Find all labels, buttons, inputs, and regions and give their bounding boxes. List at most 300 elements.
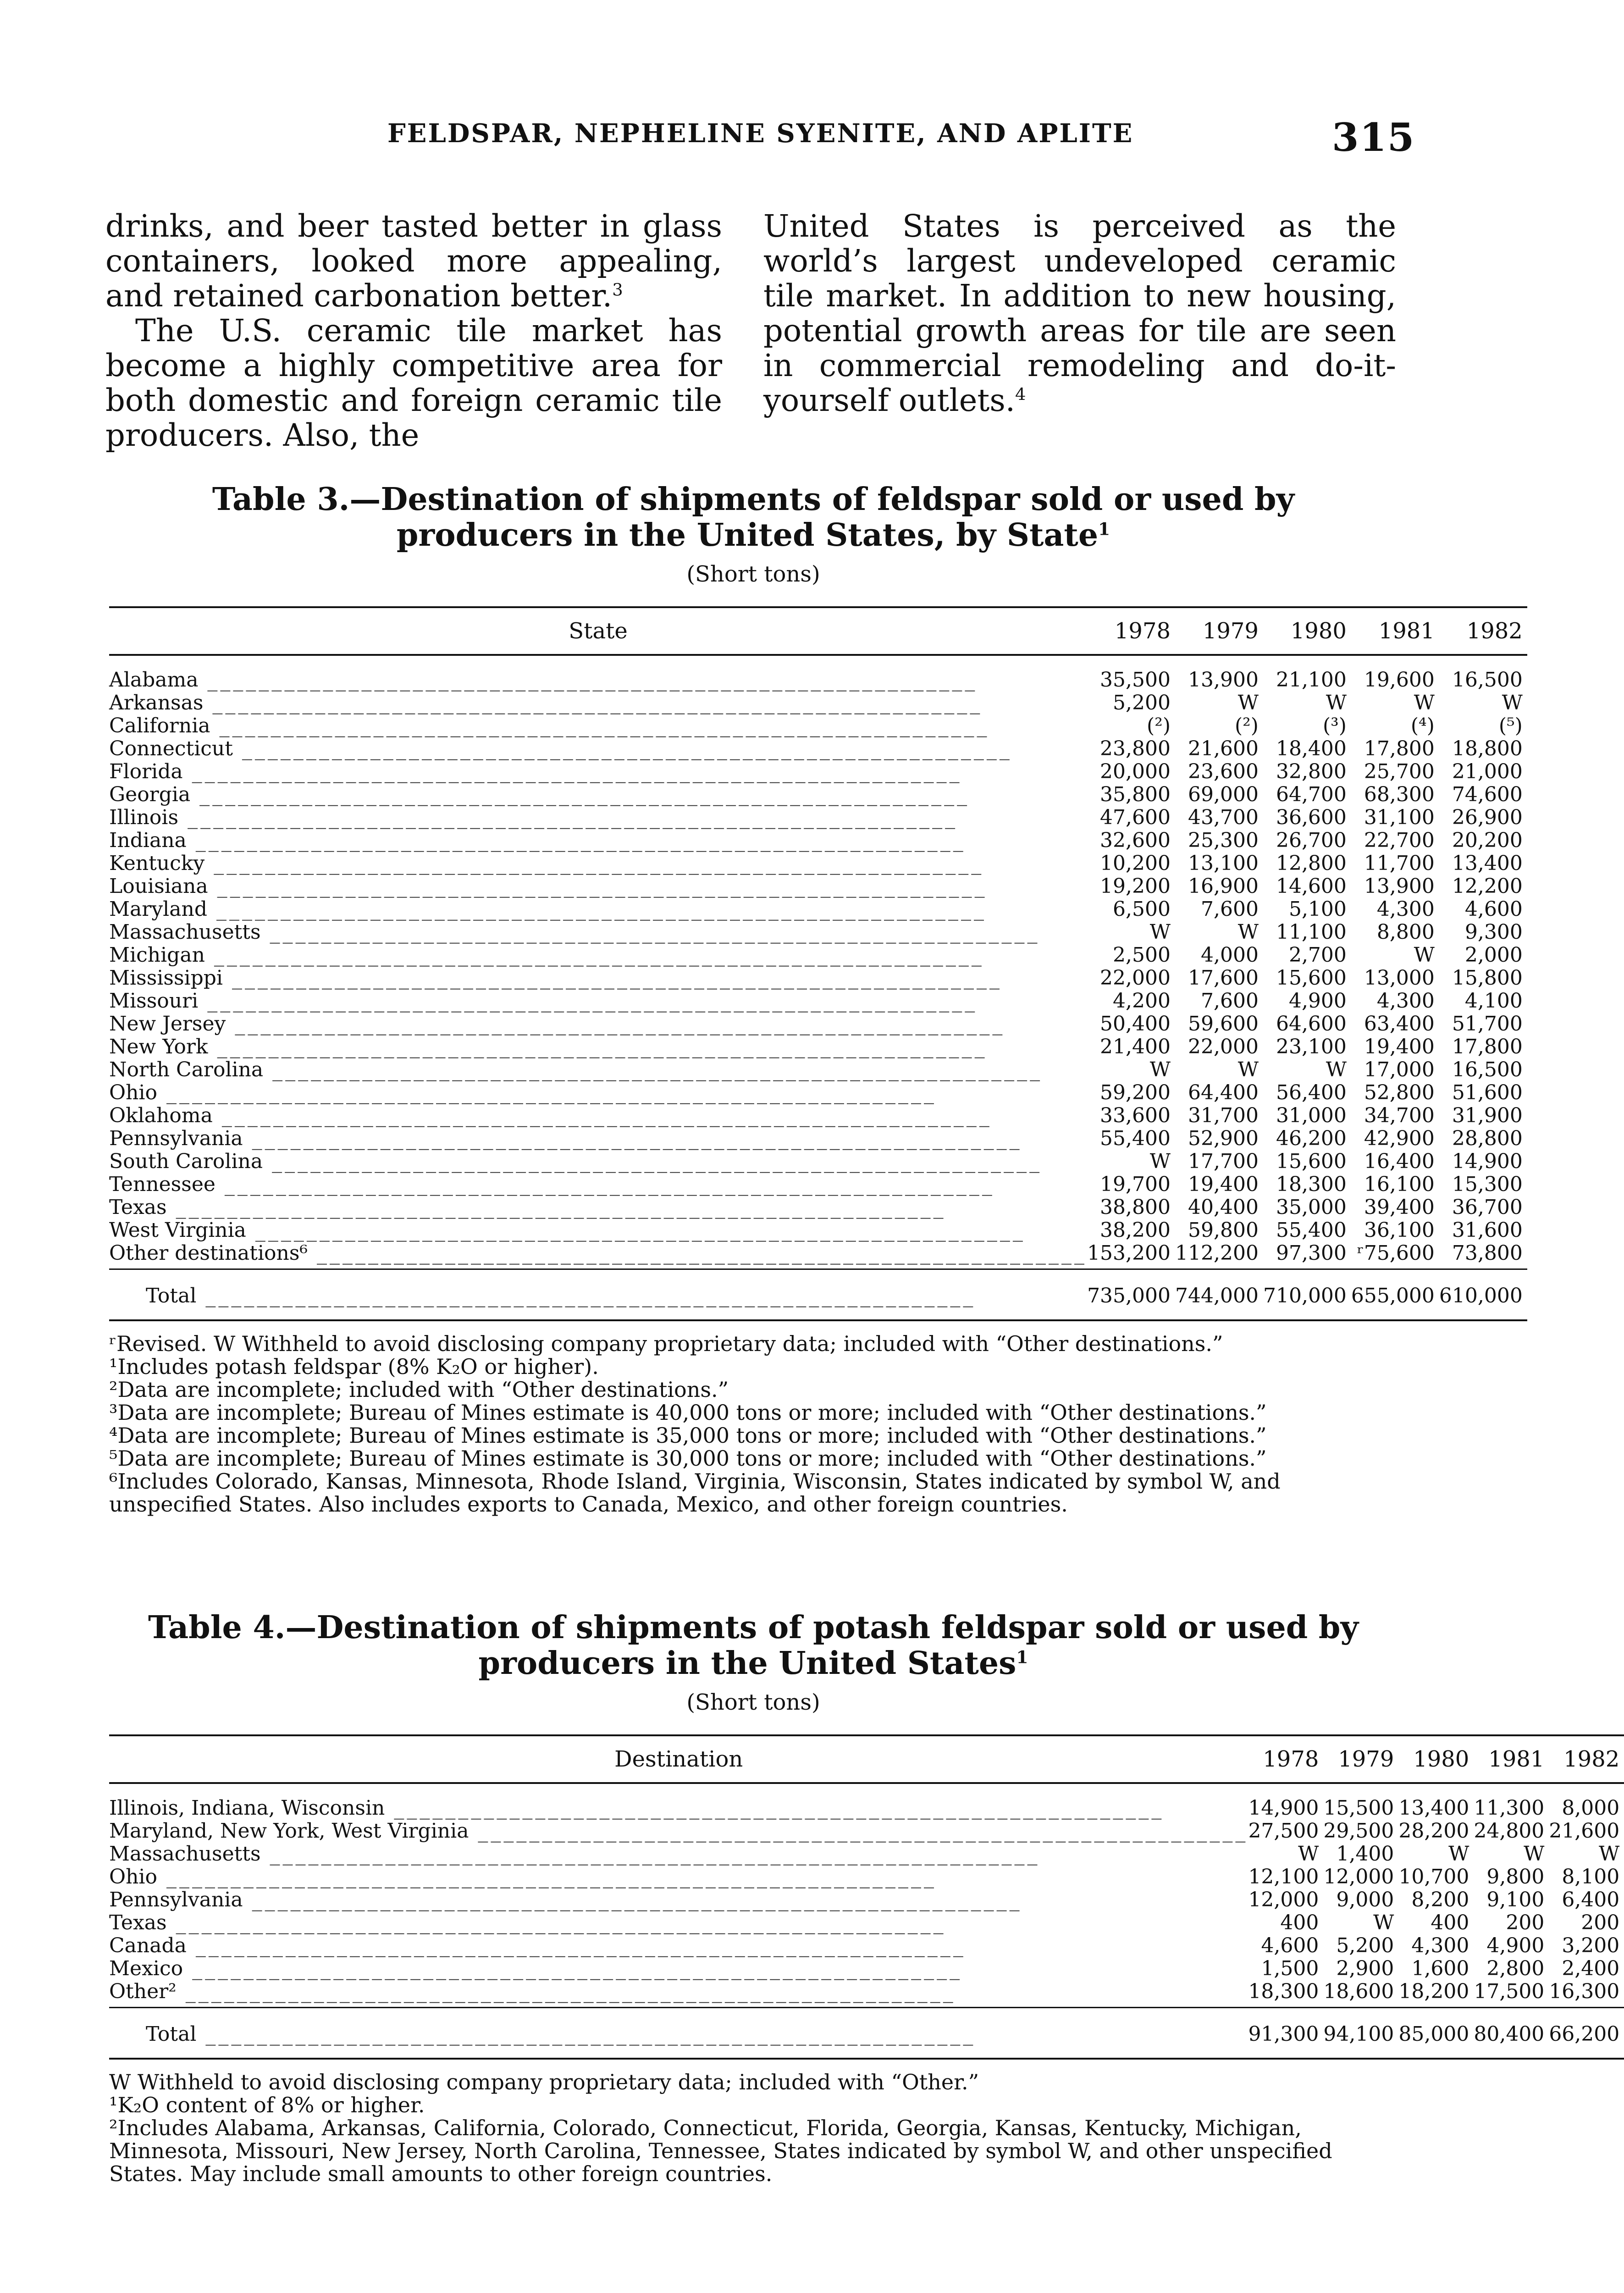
row-label-cell [109, 2008, 1248, 2059]
value-cell: 69,000 [1188, 783, 1259, 806]
value-cell: W [1414, 691, 1435, 714]
value-cell: 18,300 [1276, 1173, 1347, 1196]
value-cell: 42,900 [1364, 1127, 1435, 1150]
value-cell: 64,700 [1276, 783, 1347, 806]
value-cell: 10,700 [1398, 1865, 1469, 1889]
leader-dots: ____________________________________________________________ [203, 691, 983, 714]
value-cell: 21,100 [1276, 668, 1347, 692]
leader-dots: ____________________________________________________________ [204, 852, 984, 875]
value-cell: 27,500 [1248, 1819, 1319, 1843]
leader-dots: ____________________________________________________________ [208, 1035, 988, 1058]
row-label-cell [109, 852, 1087, 875]
table-header-row [109, 1735, 1624, 1783]
value-cell: 47,600 [1100, 806, 1171, 829]
row-label-cell [109, 990, 1087, 1013]
table-row [109, 1081, 1527, 1104]
table-caption [137, 482, 1370, 553]
leader-dots: ____________________________________________________________ [182, 760, 962, 783]
value-cell: 2,400 [1562, 1957, 1620, 1980]
table-4 [109, 1609, 1620, 2186]
row-label-cell [109, 1843, 1248, 1866]
leader-dots: ____________________________________________________________ [157, 1865, 937, 1889]
column-header: 1980 [1398, 1735, 1474, 1783]
data-table [109, 1734, 1624, 2060]
footnote: ⁵Data are incomplete; Bureau of Mines estimate is 30,000 tons or more; included with “Other destinations.” [109, 1446, 1267, 1471]
value-cell: 38,800 [1100, 1196, 1171, 1219]
table-row [109, 737, 1527, 760]
leader-dots: ____________________________________________________________ [215, 1173, 995, 1196]
row-label: Illinois, Indiana, Wisconsin [109, 1796, 385, 1820]
table-body [109, 1783, 1624, 2059]
value-cell: 36,700 [1452, 1196, 1523, 1219]
table-row [109, 1104, 1527, 1127]
value-cell: 4,300 [1411, 1934, 1469, 1957]
value-cell: 28,200 [1398, 1819, 1469, 1843]
value-cell: 9,100 [1486, 1888, 1545, 1911]
leader-dots: ____________________________________________________________ [204, 943, 984, 967]
value-cell: 73,800 [1439, 1242, 1527, 1269]
value-cell: ʳ75,600 [1351, 1242, 1439, 1269]
value-cell: 8,800 [1376, 920, 1435, 944]
column-header: 1978 [1248, 1735, 1323, 1783]
footnote: ⁶Includes Colorado, Kansas, Minnesota, Rhode Island, Virginia, Wisconsin, States indicated by symbol W, and unspecified States. Also includes exports to Canada, Mexico, and other foreign countries. [109, 1469, 1281, 1517]
table-row [109, 1889, 1624, 1911]
row-label-cell [109, 1058, 1087, 1081]
table-body [109, 655, 1527, 1320]
row-label: Louisiana [109, 875, 208, 898]
column-header: Destination [109, 1735, 1248, 1783]
value-cell: 17,600 [1188, 966, 1259, 990]
value-cell: 9,800 [1486, 1865, 1545, 1889]
value-cell: 15,500 [1323, 1796, 1394, 1820]
value-cell: 17,500 [1474, 1980, 1549, 2008]
value-cell: 4,100 [1464, 989, 1523, 1013]
value-cell: 66,200 [1549, 2008, 1624, 2059]
row-label: Georgia [109, 783, 191, 806]
value-cell: W [1326, 1058, 1347, 1081]
value-cell: 91,300 [1248, 2008, 1323, 2059]
value-cell: (⁴) [1410, 714, 1435, 737]
table-row [109, 898, 1527, 921]
value-cell: 23,100 [1276, 1035, 1347, 1058]
row-label-cell [109, 1013, 1087, 1036]
value-cell: W [1298, 1842, 1319, 1866]
value-cell: 59,800 [1188, 1219, 1259, 1242]
value-cell: 24,800 [1474, 1819, 1545, 1843]
value-cell: 4,300 [1376, 897, 1435, 921]
value-cell: 32,800 [1276, 760, 1347, 783]
row-label: Massachusetts [109, 920, 261, 944]
value-cell: 34,700 [1364, 1104, 1435, 1127]
value-cell: 610,000 [1439, 1269, 1527, 1321]
column-header: 1980 [1263, 607, 1351, 655]
row-label-cell [109, 692, 1087, 714]
footnote: ¹Includes potash feldspar (8% K₂O or higher). [109, 1354, 599, 1379]
value-cell: 15,800 [1452, 966, 1523, 990]
value-cell: 50,400 [1100, 1012, 1171, 1036]
value-cell: 25,300 [1188, 829, 1259, 852]
column-header: State [109, 607, 1087, 655]
value-cell: 52,900 [1188, 1127, 1259, 1150]
value-cell: 36,600 [1276, 806, 1347, 829]
value-cell: 31,000 [1276, 1104, 1347, 1127]
table-caption-text: Table 4.—Destination of shipments of potash feldspar sold or used by producers in the United States [148, 1609, 1359, 1682]
leader-dots: ____________________________________________________________ [260, 1842, 1040, 1866]
value-cell: 51,600 [1452, 1081, 1523, 1104]
table-row [109, 1150, 1527, 1173]
footnote: W Withheld to avoid disclosing company proprietary data; included with “Other.” [109, 2070, 979, 2094]
leader-dots: ____________________________________________________________ [207, 897, 987, 921]
value-cell: 710,000 [1263, 1269, 1351, 1321]
value-cell: 26,900 [1452, 806, 1523, 829]
row-label: New York [109, 1035, 208, 1058]
table-row [109, 875, 1527, 898]
value-cell: 74,600 [1452, 783, 1523, 806]
value-cell: 8,000 [1562, 1796, 1620, 1820]
value-cell: 12,000 [1323, 1865, 1394, 1889]
leader-dots: ____________________________________________________________ [157, 1081, 937, 1104]
value-cell: 5,200 [1113, 691, 1171, 714]
table-row [109, 1911, 1624, 1934]
leader-dots: ____________________________________________________________ [469, 1819, 1248, 1843]
value-cell: 13,400 [1452, 852, 1523, 875]
row-label: Canada [109, 1934, 187, 1957]
row-label: Indiana [109, 829, 187, 852]
table-row [109, 1934, 1624, 1957]
row-label: Alabama [109, 668, 199, 692]
paragraph-text: drinks, and beer tasted better in glass containers, looked more appealing, and retained carbonation better. [105, 208, 722, 314]
value-cell: 17,800 [1364, 737, 1435, 760]
row-label-cell [109, 760, 1087, 783]
value-cell: 38,200 [1100, 1219, 1171, 1242]
value-cell: 20,200 [1452, 829, 1523, 852]
value-cell: 4,600 [1464, 897, 1523, 921]
table-footnotes [109, 1332, 1398, 1516]
row-label: Texas [109, 1911, 167, 1934]
table-total-row [109, 1269, 1527, 1321]
value-cell: 2,500 [1113, 943, 1171, 967]
row-label: Florida [109, 760, 183, 783]
table-row [109, 1843, 1624, 1866]
value-cell: W [1524, 1842, 1545, 1866]
row-label: Ohio [109, 1865, 157, 1889]
value-cell: 1,600 [1411, 1957, 1469, 1980]
row-label-cell [109, 1783, 1248, 1820]
leader-dots: ____________________________________________________________ [210, 714, 990, 737]
value-cell: 26,700 [1276, 829, 1347, 852]
row-label-cell [109, 1219, 1087, 1242]
table-row [109, 1820, 1624, 1843]
value-cell: 16,500 [1452, 668, 1523, 692]
value-cell: 5,200 [1336, 1934, 1394, 1957]
footnote: ²Data are incomplete; included with “Other destinations.” [109, 1377, 729, 1402]
value-cell: 200 [1506, 1911, 1545, 1934]
value-cell: 4,900 [1486, 1934, 1545, 1957]
row-label-cell [109, 829, 1087, 852]
value-cell: (⁵) [1498, 714, 1523, 737]
row-label: Massachusetts [109, 1842, 261, 1866]
value-cell: 14,900 [1248, 1796, 1319, 1820]
value-cell: 16,400 [1364, 1150, 1435, 1173]
value-cell: W [1448, 1842, 1469, 1866]
row-label: West Virginia [109, 1219, 246, 1242]
leader-dots: ____________________________________________________________ [166, 1196, 946, 1219]
table-row [109, 760, 1527, 783]
row-label-cell [109, 921, 1087, 944]
value-cell: 11,100 [1276, 920, 1347, 944]
running-title: FELDSPAR, NEPHELINE SYENITE, AND APLITE [387, 118, 1134, 149]
column-header: 1981 [1351, 607, 1439, 655]
value-cell: 4,200 [1113, 989, 1171, 1013]
row-label: Connecticut [109, 737, 233, 760]
row-label: Other destinations⁶ [109, 1241, 308, 1265]
table-units: (Short tons) [686, 1689, 820, 1715]
value-cell: 22,000 [1188, 1035, 1259, 1058]
footnote: ²Includes Alabama, Arkansas, California, Colorado, Connecticut, Florida, Georgia, Kansas, Kentucky, Michigan, Minnesota, Missouri, New Jersey, North Carolina, Tennessee, States indicated by symbol W, and other unspecified States. May include small amounts to other foreign countries. [109, 2116, 1332, 2186]
value-cell: 12,800 [1276, 852, 1347, 875]
value-cell: 13,900 [1188, 668, 1259, 692]
row-label: New Jersey [109, 1012, 226, 1036]
row-label: South Carolina [109, 1150, 263, 1173]
value-cell: W [1237, 920, 1259, 944]
value-cell: 8,200 [1411, 1888, 1469, 1911]
value-cell: 19,600 [1364, 668, 1435, 692]
row-label: Missouri [109, 989, 199, 1013]
value-cell: 4,300 [1376, 989, 1435, 1013]
value-cell: 22,000 [1100, 966, 1171, 990]
value-cell: (²) [1234, 714, 1259, 737]
table-row [109, 714, 1527, 737]
row-label-cell [109, 1957, 1248, 1980]
table-units: (Short tons) [686, 561, 820, 587]
value-cell: 43,700 [1188, 806, 1259, 829]
value-cell: W [1599, 1842, 1620, 1866]
value-cell: 2,900 [1336, 1957, 1394, 1980]
footnote: ⁴Data are incomplete; Bureau of Mines estimate is 35,000 tons or more; included with “Other destinations.” [109, 1423, 1267, 1448]
row-label-cell [109, 1820, 1248, 1843]
row-label: Illinois [109, 806, 179, 829]
value-cell: 10,200 [1100, 852, 1171, 875]
leader-dots: ____________________________________________________________ [263, 1058, 1043, 1081]
column-header: 1982 [1439, 607, 1527, 655]
row-label-cell [109, 1196, 1087, 1219]
value-cell: 16,500 [1452, 1058, 1523, 1081]
value-cell: 23,600 [1188, 760, 1259, 783]
value-cell: 4,600 [1261, 1934, 1319, 1957]
table-row [109, 1783, 1624, 1820]
row-label-cell [109, 898, 1087, 921]
row-label: Texas [109, 1196, 167, 1219]
value-cell: 19,200 [1100, 875, 1171, 898]
value-cell: 18,300 [1248, 1980, 1323, 2008]
leader-dots: ____________________________________________________________ [176, 1980, 956, 2003]
leader-dots: ____________________________________________________________ [196, 2022, 976, 2046]
row-label-cell [109, 1173, 1087, 1196]
table-row [109, 944, 1527, 967]
value-cell: 9,300 [1464, 920, 1523, 944]
table-row [109, 806, 1527, 829]
value-cell: 97,300 [1263, 1242, 1351, 1269]
table-total-row [109, 2008, 1624, 2059]
row-label: Arkansas [109, 691, 204, 714]
table-row [109, 1173, 1527, 1196]
row-label: Mexico [109, 1957, 183, 1980]
value-cell: 55,400 [1100, 1127, 1171, 1150]
value-cell: 400 [1431, 1911, 1469, 1934]
value-cell: 21,600 [1188, 737, 1259, 760]
leader-dots: ____________________________________________________________ [178, 806, 958, 829]
table-row [109, 829, 1527, 852]
value-cell: 16,300 [1549, 1980, 1624, 2008]
table-row [109, 692, 1527, 714]
value-cell: W [1326, 691, 1347, 714]
row-label-cell [109, 1104, 1087, 1127]
leader-dots: ____________________________________________________________ [166, 1911, 946, 1934]
row-label-cell [109, 1911, 1248, 1934]
footnote-ref: 1 [1016, 1647, 1028, 1667]
value-cell: 153,200 [1087, 1242, 1175, 1269]
value-cell: 12,100 [1248, 1865, 1319, 1889]
row-label: Ohio [109, 1081, 157, 1104]
table-row [109, 852, 1527, 875]
paragraph [763, 209, 1396, 418]
value-cell: 744,000 [1175, 1269, 1263, 1321]
table-header-row [109, 607, 1527, 655]
row-label: Pennsylvania [109, 1888, 243, 1911]
row-label: Total [146, 2022, 197, 2046]
row-label: Other² [109, 1980, 177, 2003]
value-cell: 6,500 [1113, 897, 1171, 921]
row-label-cell [109, 1081, 1087, 1104]
value-cell: 7,600 [1201, 989, 1259, 1013]
row-label-cell [109, 1889, 1248, 1911]
value-cell: 63,400 [1364, 1012, 1435, 1036]
leader-dots: ____________________________________________________________ [190, 783, 970, 806]
value-cell: 56,400 [1276, 1081, 1347, 1104]
value-cell: 15,300 [1452, 1173, 1523, 1196]
value-cell: 18,200 [1398, 1980, 1474, 2008]
value-cell: 64,600 [1276, 1012, 1347, 1036]
value-cell: 59,200 [1100, 1081, 1171, 1104]
leader-dots: ____________________________________________________________ [232, 737, 1012, 760]
table-row [109, 1866, 1624, 1889]
footnote: ¹K₂O content of 8% or higher. [109, 2093, 425, 2117]
value-cell: (²) [1147, 714, 1171, 737]
value-cell: W [1414, 943, 1435, 967]
table-caption [137, 1610, 1370, 1681]
table-row [109, 1127, 1527, 1150]
row-label-cell [109, 806, 1087, 829]
value-cell: 13,000 [1364, 966, 1435, 990]
value-cell: 21,400 [1100, 1035, 1171, 1058]
table-row [109, 1219, 1527, 1242]
value-cell: 12,000 [1248, 1888, 1319, 1911]
row-label-cell [109, 1150, 1087, 1173]
value-cell: 8,100 [1562, 1865, 1620, 1889]
value-cell: 11,700 [1364, 852, 1435, 875]
table-row [109, 1242, 1527, 1269]
leader-dots: ____________________________________________________________ [243, 1888, 1022, 1911]
value-cell: 3,200 [1562, 1934, 1620, 1957]
row-label: Oklahoma [109, 1104, 213, 1127]
value-cell: 68,300 [1364, 783, 1435, 806]
row-label-cell [109, 655, 1087, 692]
value-cell: 18,600 [1323, 1980, 1398, 2008]
row-label-cell [109, 1269, 1087, 1321]
value-cell: 52,800 [1364, 1081, 1435, 1104]
paragraph: The U.S. ceramic tile market has become a highly competitive area for both domestic and foreign ceramic tile producers. Also, the [105, 313, 722, 453]
value-cell: W [1149, 1058, 1171, 1081]
value-cell: 35,800 [1100, 783, 1171, 806]
leader-dots: ____________________________________________________________ [186, 829, 966, 852]
row-label-cell [109, 1866, 1248, 1889]
table-row [109, 1058, 1527, 1081]
table-row [109, 783, 1527, 806]
value-cell: 400 [1280, 1911, 1319, 1934]
value-cell: 35,000 [1276, 1196, 1347, 1219]
row-label-cell [109, 1242, 1087, 1269]
value-cell: 22,700 [1364, 829, 1435, 852]
column-header: 1981 [1474, 1735, 1549, 1783]
value-cell: 6,400 [1562, 1888, 1620, 1911]
leader-dots: ____________________________________________________________ [183, 1957, 963, 1980]
data-table [109, 606, 1527, 1321]
value-cell: 94,100 [1323, 2008, 1398, 2059]
row-label: Michigan [109, 943, 205, 967]
value-cell: 17,000 [1364, 1058, 1435, 1081]
value-cell: 31,100 [1364, 806, 1435, 829]
value-cell: 4,000 [1201, 943, 1259, 967]
column-header: 1982 [1549, 1735, 1624, 1783]
row-label: Maryland, New York, West Virginia [109, 1819, 469, 1843]
value-cell: 21,600 [1549, 1819, 1620, 1843]
row-label-cell [109, 1036, 1087, 1058]
value-cell: 1,500 [1261, 1957, 1319, 1980]
value-cell: 15,600 [1276, 966, 1347, 990]
value-cell: W [1502, 691, 1523, 714]
row-label: Tennessee [109, 1173, 215, 1196]
value-cell: 5,100 [1288, 897, 1347, 921]
value-cell: 2,700 [1288, 943, 1347, 967]
value-cell: W [1237, 691, 1259, 714]
value-cell: 80,400 [1474, 2008, 1549, 2059]
leader-dots: ____________________________________________________________ [308, 1241, 1088, 1265]
value-cell: 18,400 [1276, 737, 1347, 760]
value-cell: 17,700 [1188, 1150, 1259, 1173]
value-cell: 33,600 [1100, 1104, 1171, 1127]
value-cell: 14,600 [1276, 875, 1347, 898]
table-footnotes [109, 2071, 1398, 2185]
value-cell: 7,600 [1201, 897, 1259, 921]
row-label-cell [109, 1980, 1248, 2008]
text-column-right [763, 209, 1396, 418]
row-label: North Carolina [109, 1058, 264, 1081]
value-cell: 13,100 [1188, 852, 1259, 875]
row-label-cell [109, 783, 1087, 806]
value-cell: 200 [1581, 1911, 1620, 1934]
row-label-cell [109, 737, 1087, 760]
value-cell: 16,100 [1364, 1173, 1435, 1196]
paragraph-text: United States is perceived as the world’s largest undeveloped ceramic tile market. In addition to new housing, potential growth areas for tile are seen in commercial remodeling and do-it-yourself outlets. [763, 208, 1396, 418]
table-caption-text: Table 3.—Destination of shipments of feldspar sold or used by producers in the United States, by State [212, 481, 1295, 554]
value-cell: 23,800 [1100, 737, 1171, 760]
value-cell: 18,800 [1452, 737, 1523, 760]
value-cell: 29,500 [1323, 1819, 1394, 1843]
value-cell: 4,900 [1288, 989, 1347, 1013]
value-cell: 64,400 [1188, 1081, 1259, 1104]
table-row [109, 1013, 1527, 1036]
table-row [109, 1196, 1527, 1219]
